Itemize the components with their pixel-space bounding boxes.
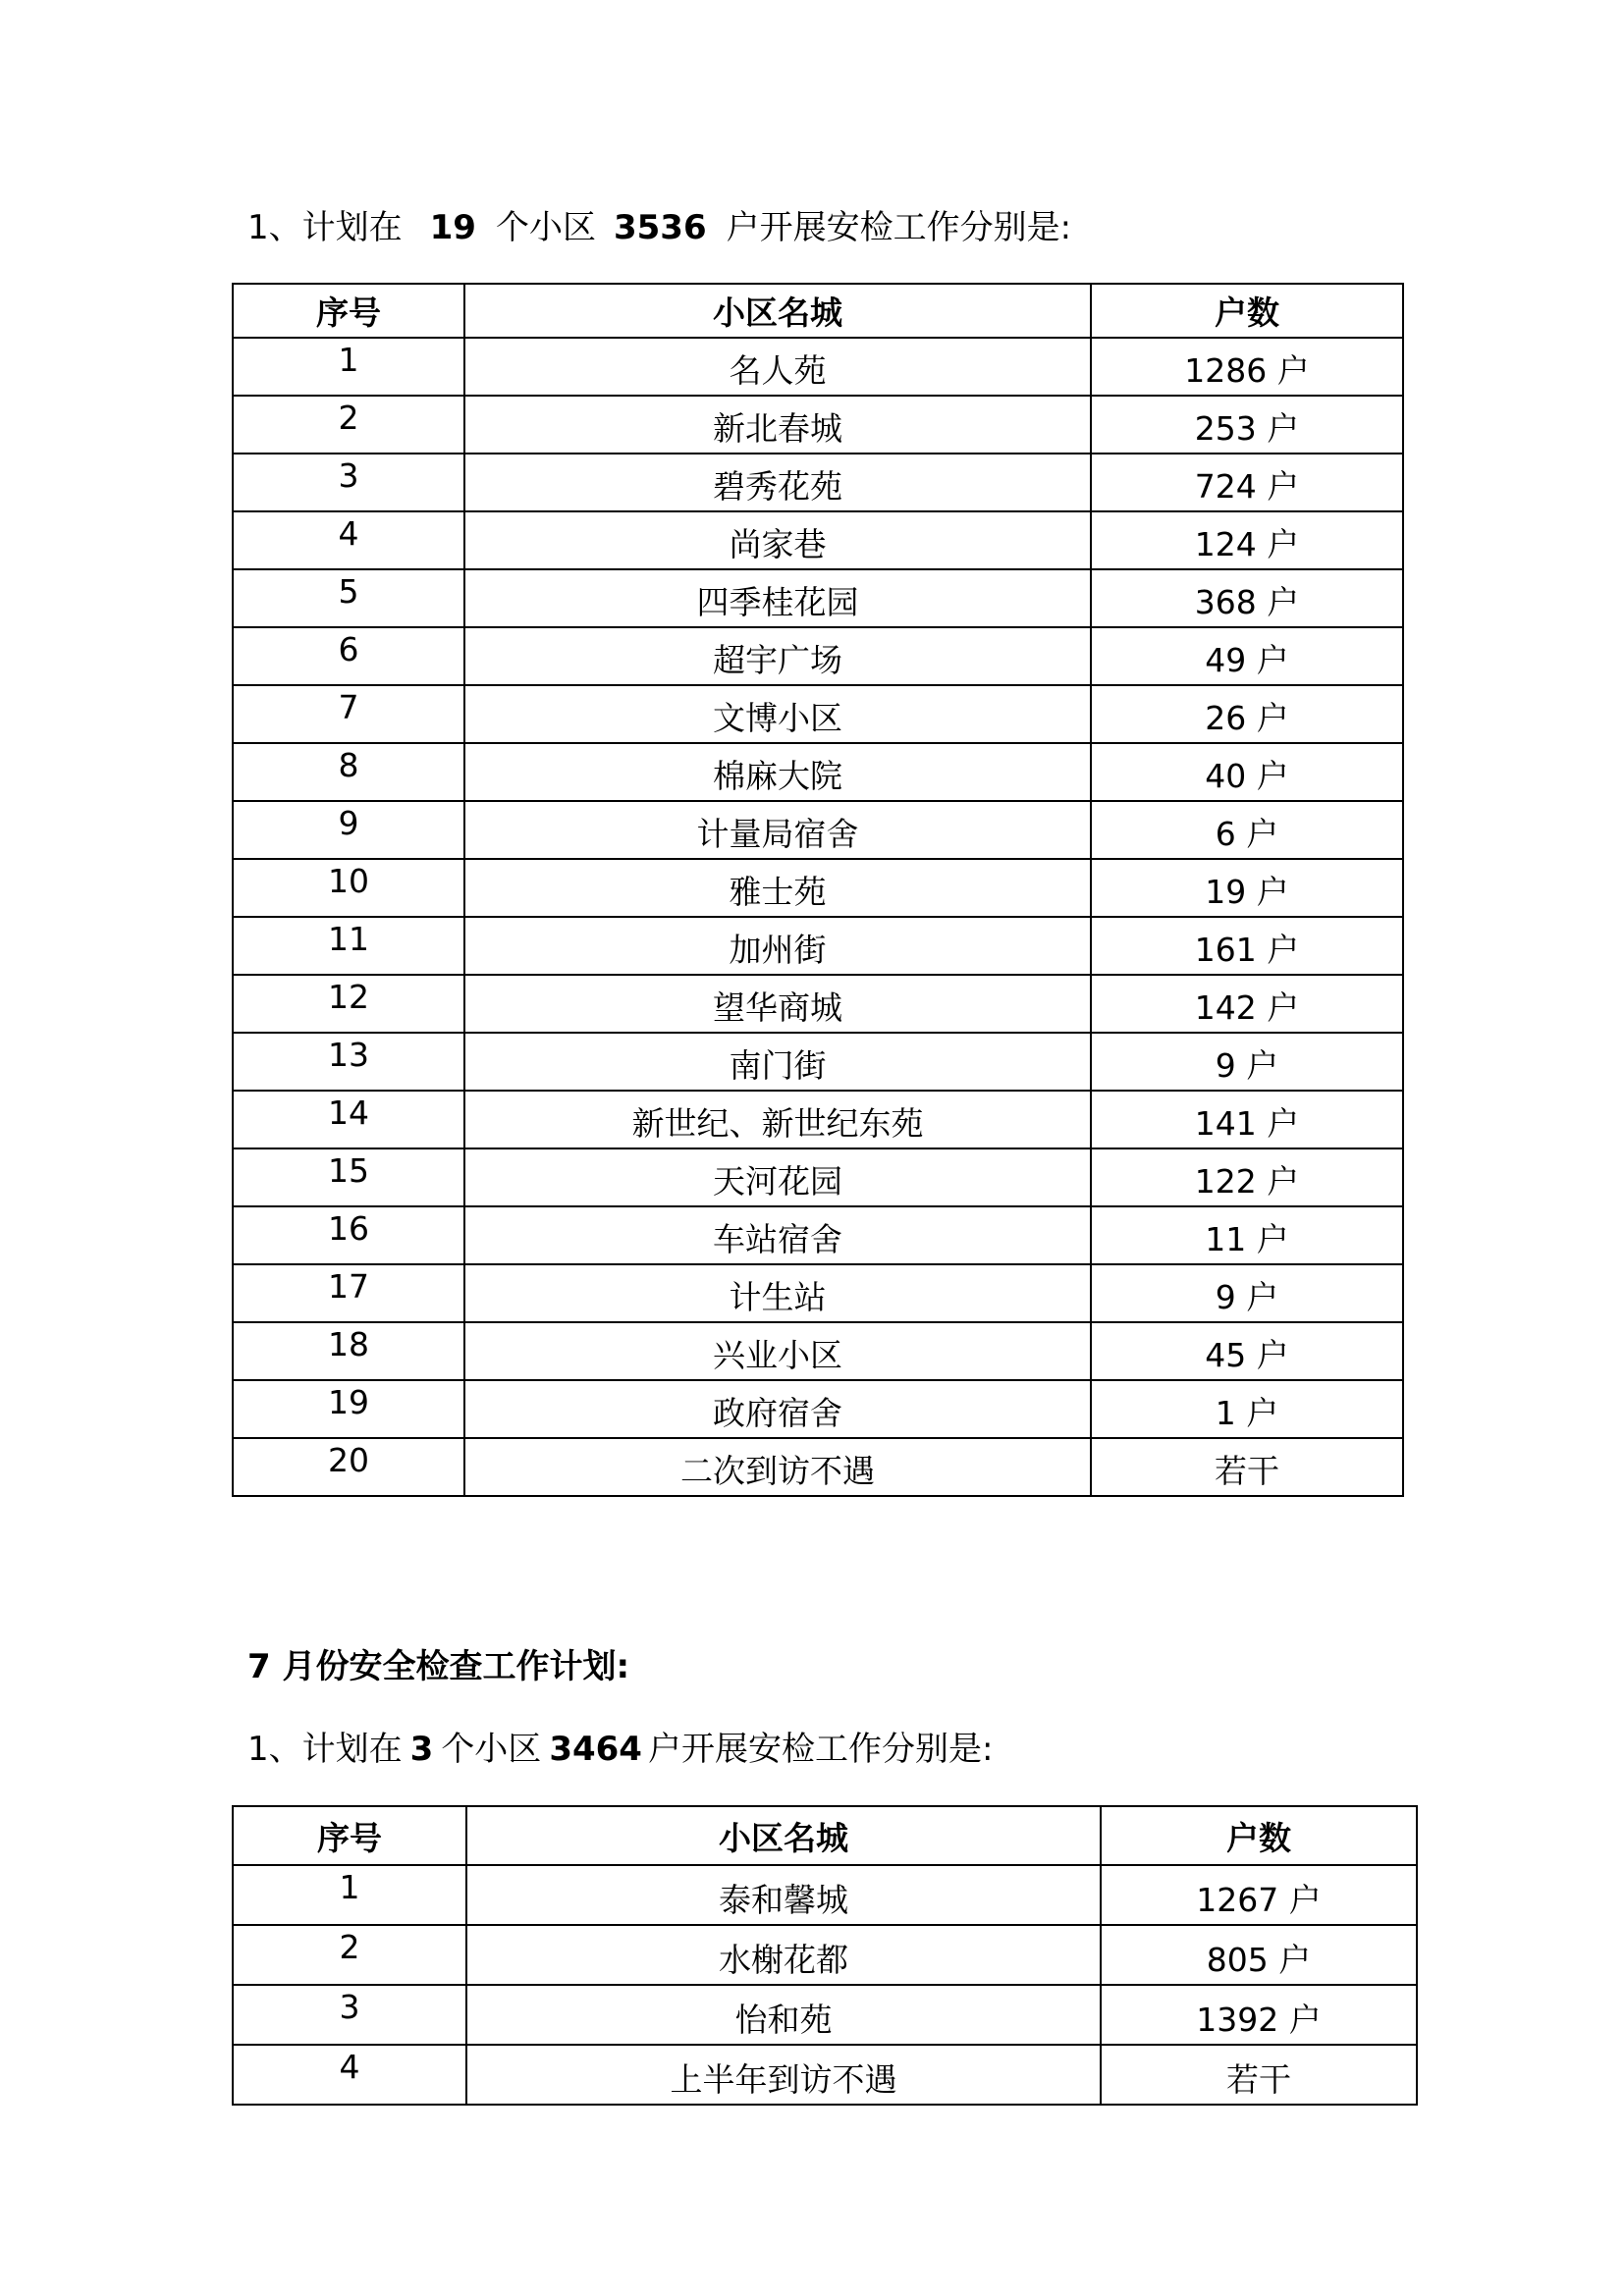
cell-index: 20 [233,1438,464,1496]
table-header-row [233,1806,1417,1865]
intro-middle: 个小区 [441,1730,542,1769]
table-row [233,743,1403,801]
cell-index: 12 [233,975,464,1033]
section1-intro [247,206,1071,249]
cell-households: 40 户 [1091,743,1403,801]
community-count: 3 [409,1730,434,1769]
cell-households: 124 户 [1091,511,1403,569]
cell-community: 天河花园 [464,1148,1091,1206]
cell-index: 6 [233,627,464,685]
cell-index: 5 [233,569,464,627]
community-count: 19 [429,208,476,247]
table-row [233,569,1403,627]
cell-households: 253 户 [1091,396,1403,454]
cell-community: 计量局宿舍 [464,801,1091,859]
table-row [233,801,1403,859]
header-households: 户数 [1091,284,1403,338]
table-row [233,1322,1403,1380]
cell-index: 1 [233,338,464,396]
cell-index: 14 [233,1091,464,1148]
table-row [233,396,1403,454]
cell-index: 8 [233,743,464,801]
table-row [233,511,1403,569]
table-row [233,454,1403,511]
cell-community: 尚家巷 [464,511,1091,569]
cell-index: 3 [233,454,464,511]
cell-households: 161 户 [1091,917,1403,975]
table-row [233,685,1403,743]
cell-index: 3 [233,1985,466,2045]
cell-community: 碧秀花苑 [464,454,1091,511]
table-row [233,917,1403,975]
intro-prefix: 1、计划在 [247,1730,403,1769]
cell-households: 26 户 [1091,685,1403,743]
table-row [233,1380,1403,1438]
cell-index: 10 [233,859,464,917]
cell-households: 724 户 [1091,454,1403,511]
cell-community: 二次到访不遇 [464,1438,1091,1496]
table-row [233,2045,1417,2105]
header-community: 小区名城 [464,284,1091,338]
header-community: 小区名城 [466,1806,1101,1865]
cell-households: 6 户 [1091,801,1403,859]
cell-households: 141 户 [1091,1091,1403,1148]
cell-households: 1286 户 [1091,338,1403,396]
community-table-2 [232,1805,1418,2106]
cell-community: 计生站 [464,1264,1091,1322]
intro-prefix: 1、计划在 [247,208,403,247]
household-count: 3464 [549,1730,642,1769]
cell-community: 四季桂花园 [464,569,1091,627]
cell-community: 新北春城 [464,396,1091,454]
header-households: 户数 [1101,1806,1417,1865]
cell-community: 泰和馨城 [466,1865,1101,1925]
cell-households: 1 户 [1091,1380,1403,1438]
cell-index: 13 [233,1033,464,1091]
cell-households: 若干 [1101,2045,1417,2105]
cell-community: 雅士苑 [464,859,1091,917]
intro-suffix: 户开展安检工作分别是: [726,208,1072,247]
cell-community: 上半年到访不遇 [466,2045,1101,2105]
table-body-1 [233,338,1403,1496]
intro-suffix: 户开展安检工作分别是: [647,1730,994,1769]
community-table-1 [232,283,1404,1497]
cell-households: 1267 户 [1101,1865,1417,1925]
cell-community: 新世纪、新世纪东苑 [464,1091,1091,1148]
cell-households: 9 户 [1091,1033,1403,1091]
table-row [233,1438,1403,1496]
cell-community: 加州街 [464,917,1091,975]
header-index: 序号 [233,284,464,338]
table-row [233,859,1403,917]
cell-households: 45 户 [1091,1322,1403,1380]
cell-households: 9 户 [1091,1264,1403,1322]
household-count: 3536 [613,208,707,247]
cell-index: 1 [233,1865,466,1925]
cell-index: 18 [233,1322,464,1380]
table-row [233,1148,1403,1206]
cell-index: 15 [233,1148,464,1206]
table-body-2 [233,1865,1417,2105]
cell-households: 11 户 [1091,1206,1403,1264]
cell-index: 9 [233,801,464,859]
cell-index: 17 [233,1264,464,1322]
table-header-row [233,284,1403,338]
cell-households: 若干 [1091,1438,1403,1496]
cell-community: 怡和苑 [466,1985,1101,2045]
table-row [233,1206,1403,1264]
cell-index: 19 [233,1380,464,1438]
header-index: 序号 [233,1806,466,1865]
cell-community: 车站宿舍 [464,1206,1091,1264]
cell-index: 16 [233,1206,464,1264]
cell-community: 兴业小区 [464,1322,1091,1380]
cell-community: 政府宿舍 [464,1380,1091,1438]
table-row [233,338,1403,396]
cell-index: 4 [233,511,464,569]
cell-community: 南门街 [464,1033,1091,1091]
cell-community: 望华商城 [464,975,1091,1033]
section2-intro [247,1728,993,1771]
cell-households: 122 户 [1091,1148,1403,1206]
table-row [233,627,1403,685]
cell-index: 2 [233,1925,466,1985]
cell-community: 文博小区 [464,685,1091,743]
cell-households: 368 户 [1091,569,1403,627]
cell-index: 7 [233,685,464,743]
cell-households: 142 户 [1091,975,1403,1033]
cell-community: 水榭花都 [466,1925,1101,1985]
intro-middle: 个小区 [495,208,596,247]
cell-index: 4 [233,2045,466,2105]
table-row [233,1033,1403,1091]
cell-households: 49 户 [1091,627,1403,685]
section2-heading: 7 月份安全检查工作计划: [247,1647,630,1686]
cell-index: 2 [233,396,464,454]
table-row [233,1865,1417,1925]
cell-community: 棉麻大院 [464,743,1091,801]
cell-households: 1392 户 [1101,1985,1417,2045]
table-row [233,975,1403,1033]
cell-community: 名人苑 [464,338,1091,396]
cell-households: 19 户 [1091,859,1403,917]
cell-community: 超宇广场 [464,627,1091,685]
table-row [233,1925,1417,1985]
cell-index: 11 [233,917,464,975]
table-row [233,1985,1417,2045]
cell-households: 805 户 [1101,1925,1417,1985]
table-row [233,1264,1403,1322]
table-row [233,1091,1403,1148]
